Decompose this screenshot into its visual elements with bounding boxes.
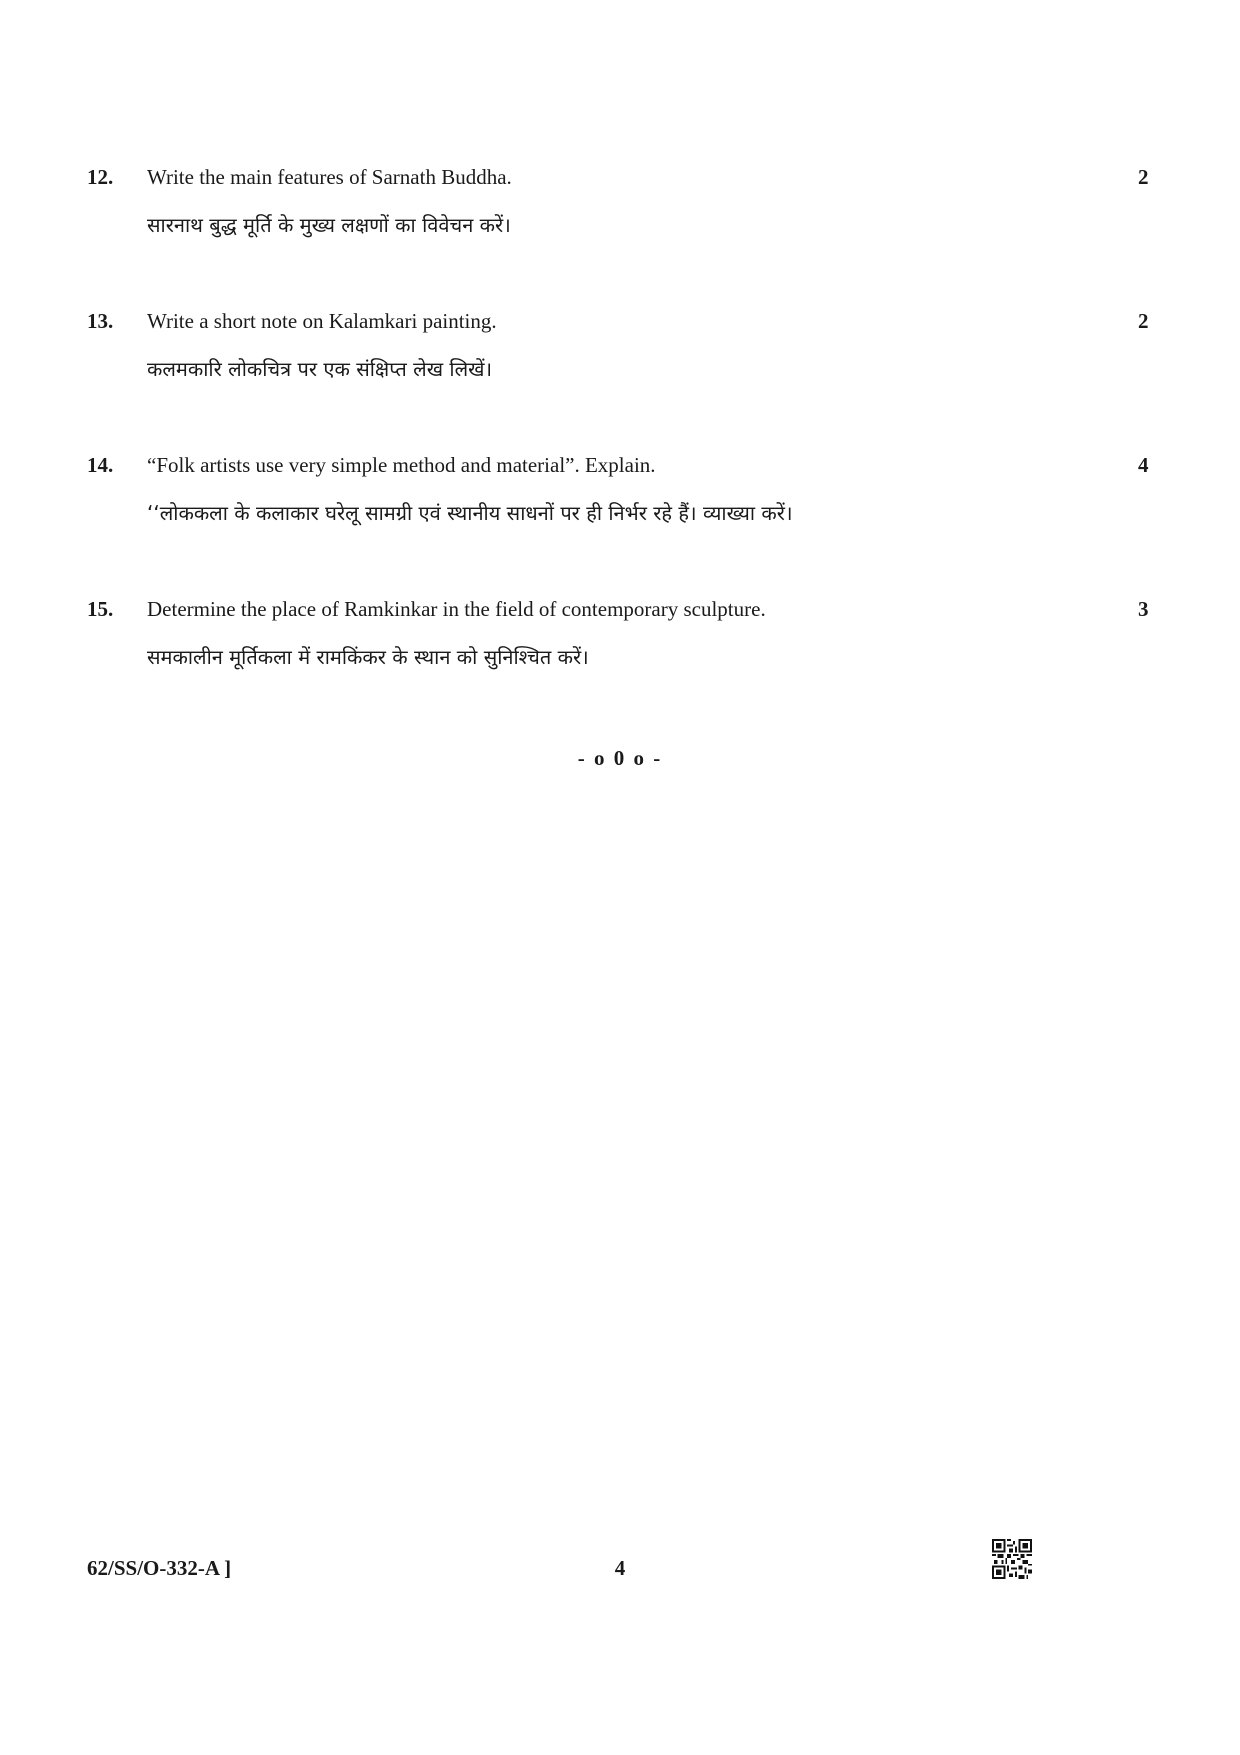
question-number: 14. bbox=[87, 453, 114, 477]
question-text-english: Write a short note on Kalamkari painting. bbox=[147, 309, 497, 333]
question-number: 15. bbox=[87, 597, 114, 621]
paper-code: 62/SS/O-332-A ] bbox=[87, 1556, 232, 1580]
question-text-english: Write the main features of Sarnath Buddha. bbox=[147, 165, 512, 189]
end-of-paper-mark: - o 0 o - bbox=[577, 746, 663, 770]
question-number: 12. bbox=[87, 165, 114, 189]
question-text-english: Determine the place of Ramkinkar in the field of contemporary sculpture. bbox=[147, 597, 766, 621]
page-number: 4 bbox=[614, 1556, 626, 1580]
question-number: 13. bbox=[87, 309, 114, 333]
question-text-hindi: ‘‘लोककला के कलाकार घरेलू सामग्री एवं स्थानीय साधनों पर ही निर्भर रहे हैं। व्याख्या करें। bbox=[147, 501, 793, 525]
question-marks: 2 bbox=[1138, 165, 1149, 189]
question-marks: 3 bbox=[1138, 597, 1149, 621]
question-text-hindi: समकालीन मूर्तिकला में रामकिंकर के स्थान को सुनिश्चित करें। bbox=[147, 645, 589, 669]
question-marks: 4 bbox=[1138, 453, 1149, 477]
question-text-english: “Folk artists use very simple method and material”. Explain. bbox=[147, 453, 656, 477]
question-marks: 2 bbox=[1138, 309, 1149, 333]
question-text-hindi: सारनाथ बुद्ध मूर्ति के मुख्य लक्षणों का विवेचन करें। bbox=[147, 213, 511, 237]
question-text-hindi: कलमकारि लोकचित्र पर एक संक्षिप्त लेख लिखें। bbox=[147, 357, 493, 381]
qr-code-icon bbox=[992, 1539, 1032, 1579]
